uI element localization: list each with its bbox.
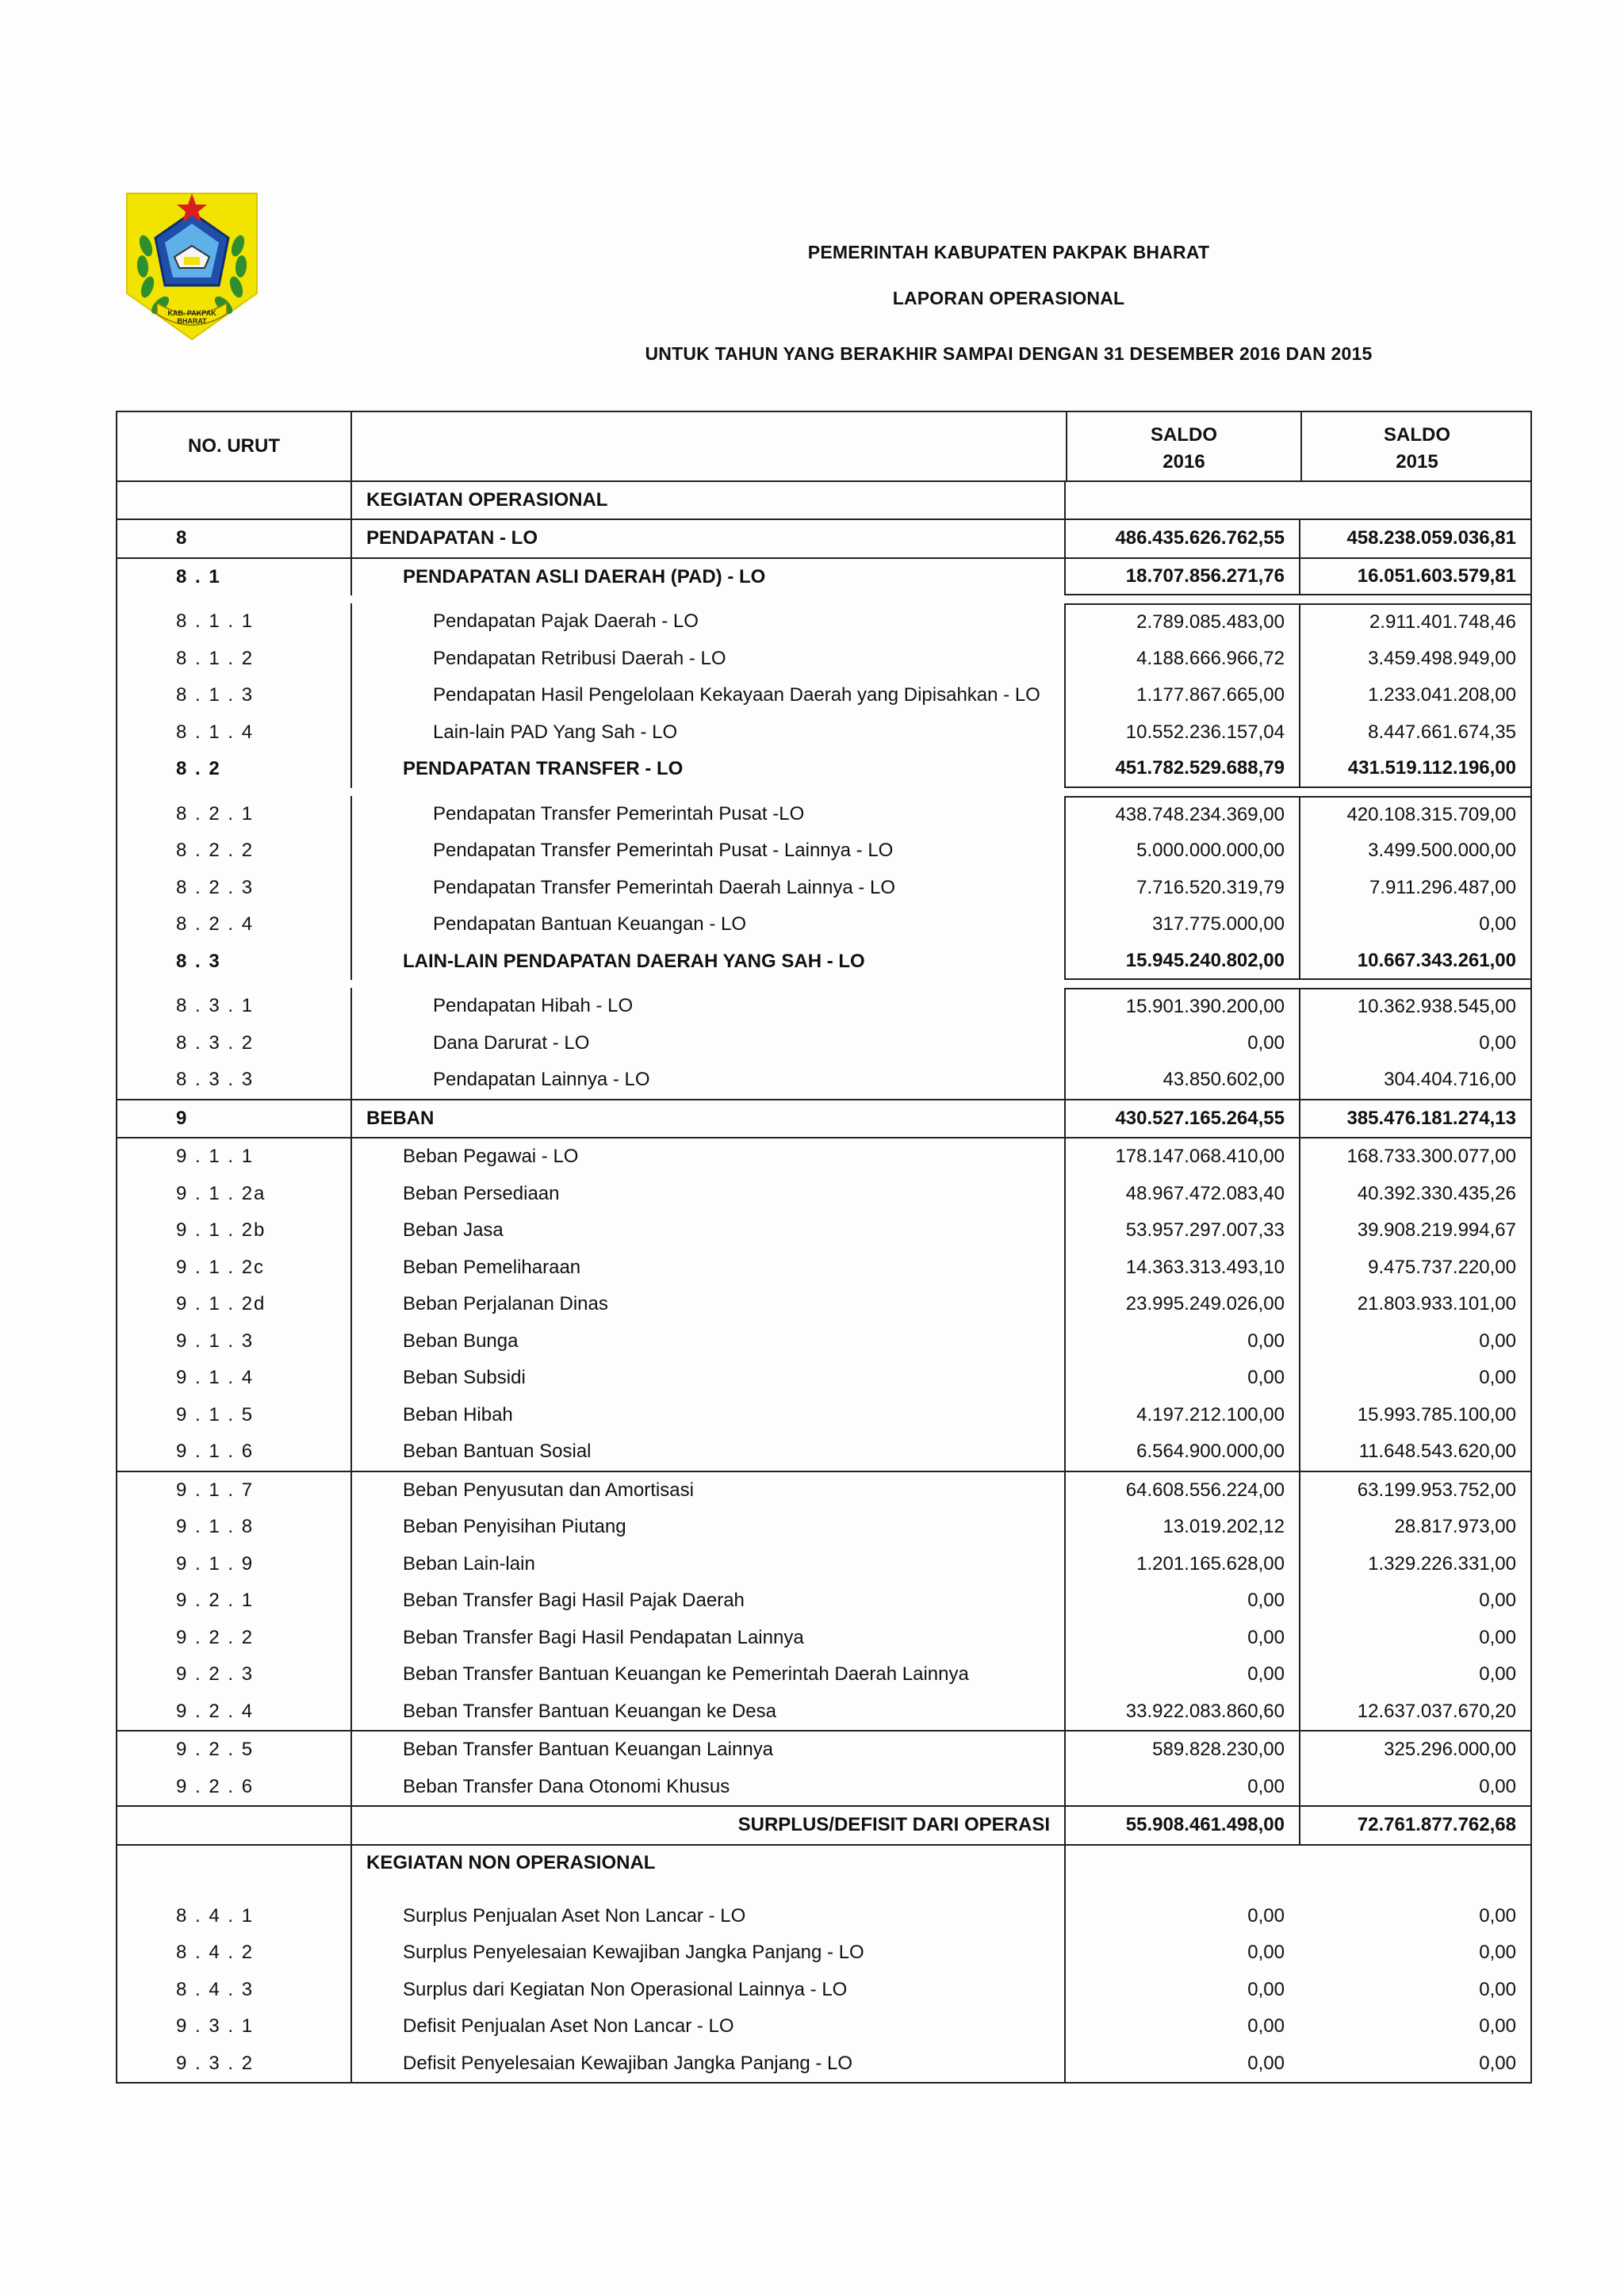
- row-label: BEBAN: [350, 1100, 1064, 1138]
- row-label: Beban Lain-lain: [350, 1546, 1064, 1583]
- table-row: [117, 1062, 1530, 1100]
- section-heading: KEGIATAN OPERASIONAL: [117, 482, 1530, 520]
- table-row: [117, 2045, 1530, 2083]
- row-value-2016: 0,00: [1064, 2045, 1299, 2083]
- row-number: 8 . 3 . 2: [176, 1031, 255, 1054]
- table-row: [117, 714, 1530, 752]
- row-value-2016: 0,00: [1064, 2008, 1299, 2045]
- row-number: 9 . 1 . 1: [176, 1146, 255, 1168]
- row-number: 8 . 4 . 3: [176, 1978, 255, 2000]
- row-value-2015: 458.238.059.036,81: [1299, 520, 1530, 557]
- row-number: 8 . 4 . 2: [176, 1942, 255, 1964]
- row-label: Beban Pemeliharaan: [350, 1249, 1064, 1287]
- row-number: 9: [176, 1107, 189, 1129]
- table-row: [117, 1433, 1530, 1472]
- table-row: [117, 520, 1530, 559]
- row-label: Lain-lain PAD Yang Sah - LO: [350, 714, 1064, 752]
- table-row: [117, 1323, 1530, 1360]
- row-value-2015: 9.475.737.220,00: [1299, 1249, 1530, 1287]
- row-number: 8 . 2 . 1: [176, 802, 255, 825]
- row-label: Pendapatan Hibah - LO: [350, 988, 1064, 1025]
- table-row: [117, 1693, 1530, 1732]
- row-value-2016: 4.188.666.966,72: [1064, 641, 1299, 678]
- row-label: Pendapatan Lainnya - LO: [350, 1062, 1064, 1099]
- table-row: [117, 943, 1530, 981]
- row-number: 9 . 2 . 6: [176, 1775, 255, 1797]
- row-label: Beban Transfer Bagi Hasil Pendapatan Lainnya: [350, 1620, 1064, 1657]
- row-label: LAIN-LAIN PENDAPATAN DAERAH YANG SAH - LO: [350, 943, 1064, 981]
- kabupaten-logo: [125, 190, 259, 341]
- row-value-2016: 317.775.000,00: [1064, 906, 1299, 943]
- row-value-2016: 0,00: [1064, 1656, 1299, 1693]
- row-number: 8 . 2: [176, 758, 221, 780]
- row-value-2015: 0,00: [1479, 1978, 1516, 2000]
- row-number: 8 . 3: [176, 950, 221, 972]
- table-row: [117, 603, 1530, 641]
- row-value-2015: 0,00: [1299, 1360, 1530, 1397]
- table-row: [117, 1249, 1530, 1287]
- row-number: 9 . 1 . 2a: [176, 1182, 266, 1204]
- row-label: Defisit Penyelesaian Kewajiban Jangka Panjang - LO: [350, 2045, 1064, 2083]
- row-value-2016: 430.527.165.264,55: [1064, 1100, 1299, 1138]
- table-row: [117, 1176, 1530, 1213]
- row-number: 9 . 1 . 8: [176, 1516, 255, 1538]
- surplus-label: SURPLUS/DEFISIT DARI OPERASI: [350, 1807, 1064, 1844]
- row-label: Surplus dari Kegiatan Non Operasional Lainnya - LO: [350, 1972, 1064, 2009]
- row-value-2015: 304.404.716,00: [1299, 1062, 1530, 1099]
- row-label: Beban Perjalanan Dinas: [350, 1286, 1064, 1323]
- row-label: Surplus Penyelesaian Kewajiban Jangka Panjang - LO: [350, 1934, 1064, 1972]
- row-label: Beban Bantuan Sosial: [350, 1433, 1064, 1471]
- row-label: Beban Subsidi: [350, 1360, 1064, 1397]
- surplus-row: [117, 1805, 1530, 1846]
- row-value-2015: 1.329.226.331,00: [1299, 1546, 1530, 1583]
- row-number: 9 . 1 . 2d: [176, 1293, 266, 1315]
- row-value-2016: 0,00: [1064, 1620, 1299, 1657]
- row-value-2016: 486.435.626.762,55: [1064, 520, 1299, 557]
- col-saldo-2016: SALDO 2016: [1066, 412, 1300, 480]
- row-label: Beban Transfer Bantuan Keuangan Lainnya: [350, 1732, 1064, 1769]
- row-label: Beban Transfer Dana Otonomi Khusus: [350, 1769, 1064, 1806]
- row-value-2015: 0,00: [1299, 1656, 1530, 1693]
- row-number: 8 . 1 . 4: [176, 721, 255, 743]
- row-label: Beban Penyisihan Piutang: [350, 1509, 1064, 1546]
- table-row: [117, 1025, 1530, 1062]
- row-value-2016: 0,00: [1064, 1769, 1299, 1806]
- row-label: Beban Persediaan: [350, 1176, 1064, 1213]
- row-label: Beban Hibah: [350, 1397, 1064, 1434]
- table-row: [117, 1934, 1530, 1972]
- row-number: 8 . 1 . 1: [176, 610, 255, 633]
- row-number: 9 . 2 . 2: [176, 1626, 255, 1648]
- row-value-2015: 431.519.112.196,00: [1299, 751, 1530, 788]
- table-header: [117, 412, 1530, 482]
- row-value-2015: 325.296.000,00: [1299, 1732, 1530, 1769]
- row-label: Pendapatan Transfer Pemerintah Pusat - Lainnya - LO: [350, 832, 1064, 870]
- table-row: [117, 1286, 1530, 1323]
- table-row: [117, 1732, 1530, 1769]
- row-number: 8 . 3 . 1: [176, 995, 255, 1017]
- row-number: 8 . 2 . 3: [176, 876, 255, 898]
- row-value-2015: 385.476.181.274,13: [1299, 1100, 1530, 1138]
- row-number: 8 . 1 . 2: [176, 647, 255, 669]
- row-value-2015: 3.459.498.949,00: [1299, 641, 1530, 678]
- government-title: PEMERINTAH KABUPATEN PAKPAK BHARAT: [807, 242, 1210, 262]
- row-label: PENDAPATAN TRANSFER - LO: [350, 751, 1064, 788]
- row-value-2016: 64.608.556.224,00: [1064, 1472, 1299, 1510]
- row-value-2016: 13.019.202,12: [1064, 1509, 1299, 1546]
- row-label: PENDAPATAN - LO: [350, 520, 1064, 557]
- row-value-2015: 10.362.938.545,00: [1299, 988, 1530, 1025]
- row-value-2015: 0,00: [1299, 1323, 1530, 1360]
- row-label: Defisit Penjualan Aset Non Lancar - LO: [350, 2008, 1064, 2045]
- row-value-2015: 0,00: [1299, 906, 1530, 943]
- row-label: Beban Jasa: [350, 1212, 1064, 1249]
- table-row: [117, 1472, 1530, 1510]
- row-label: Surplus Penjualan Aset Non Lancar - LO: [350, 1898, 1064, 1935]
- row-value-2016: 53.957.297.007,33: [1064, 1212, 1299, 1249]
- row-label: Beban Pegawai - LO: [350, 1138, 1064, 1176]
- row-number: 9 . 3 . 2: [176, 2052, 255, 2074]
- row-value-2015: 0,00: [1479, 1942, 1516, 1964]
- row-value-2015: 16.051.603.579,81: [1299, 559, 1530, 596]
- row-value-2015: 0,00: [1299, 1025, 1530, 1062]
- row-value-2015: 15.993.785.100,00: [1299, 1397, 1530, 1434]
- row-number: 9 . 1 . 6: [176, 1441, 255, 1463]
- row-label: PENDAPATAN ASLI DAERAH (PAD) - LO: [350, 559, 1064, 596]
- table-row: [117, 1972, 1530, 2009]
- row-value-2015: 1.233.041.208,00: [1299, 677, 1530, 714]
- row-value-2015: 0,00: [1479, 2052, 1516, 2074]
- row-value-2016: 1.201.165.628,00: [1064, 1546, 1299, 1583]
- row-value-2016: 7.716.520.319,79: [1064, 870, 1299, 907]
- table-row: [117, 1656, 1530, 1693]
- table-row: [117, 559, 1530, 596]
- row-number: 8: [176, 527, 189, 549]
- row-value-2016: 438.748.234.369,00: [1064, 796, 1299, 833]
- report-period: UNTUK TAHUN YANG BERAKHIR SAMPAI DENGAN 31 DESEMBER 2016 DAN 2015: [645, 343, 1373, 364]
- table-row: [117, 1582, 1530, 1620]
- row-value-2015: 40.392.330.435,26: [1299, 1176, 1530, 1213]
- row-number: 9 . 1 . 3: [176, 1330, 255, 1352]
- row-value-2016: 15.945.240.802,00: [1064, 943, 1299, 981]
- row-number: 9 . 2 . 3: [176, 1663, 255, 1686]
- row-value-2016: 14.363.313.493,10: [1064, 1249, 1299, 1287]
- table-row: [117, 1769, 1530, 1806]
- table-row: [117, 641, 1530, 678]
- row-value-2015: 10.667.343.261,00: [1299, 943, 1530, 981]
- row-label: Pendapatan Retribusi Daerah - LO: [350, 641, 1064, 678]
- row-number: 9 . 1 . 2c: [176, 1256, 266, 1278]
- table-row: [117, 1509, 1530, 1546]
- row-number: 9 . 1 . 7: [176, 1479, 255, 1501]
- row-label: Beban Bunga: [350, 1323, 1064, 1360]
- row-label: Pendapatan Pajak Daerah - LO: [350, 603, 1064, 641]
- table-row: [117, 751, 1530, 788]
- row-label: Beban Transfer Bantuan Keuangan ke Desa: [350, 1693, 1064, 1731]
- table-row: [117, 988, 1530, 1025]
- row-value-2016: 10.552.236.157,04: [1064, 714, 1299, 752]
- row-value-2016: 15.901.390.200,00: [1064, 988, 1299, 1025]
- row-number: 8 . 2 . 4: [176, 913, 255, 936]
- row-value-2015: 28.817.973,00: [1299, 1509, 1530, 1546]
- row-number: 8 . 3 . 3: [176, 1069, 255, 1091]
- row-number: 8 . 4 . 1: [176, 1904, 255, 1927]
- row-value-2016: 18.707.856.271,76: [1064, 559, 1299, 596]
- row-value-2015: 2.911.401.748,46: [1299, 603, 1530, 641]
- table-row: [117, 1397, 1530, 1434]
- row-value-2016: 48.967.472.083,40: [1064, 1176, 1299, 1213]
- row-label: Pendapatan Transfer Pemerintah Daerah Lainnya - LO: [350, 870, 1064, 907]
- row-value-2016: 0,00: [1064, 1582, 1299, 1620]
- row-number: 8 . 2 . 2: [176, 840, 255, 862]
- row-value-2015: 11.648.543.620,00: [1299, 1433, 1530, 1471]
- row-value-2015: 12.637.037.670,20: [1299, 1693, 1530, 1731]
- row-value-2015: 7.911.296.487,00: [1299, 870, 1530, 907]
- row-value-2016: 451.782.529.688,79: [1064, 751, 1299, 788]
- table-row: [117, 1212, 1530, 1249]
- table-row: [117, 2008, 1530, 2045]
- row-value-2015: 0,00: [1479, 1904, 1516, 1927]
- row-number: 9 . 1 . 5: [176, 1403, 255, 1425]
- row-label: Beban Penyusutan dan Amortisasi: [350, 1472, 1064, 1510]
- row-value-2016: 2.789.085.483,00: [1064, 603, 1299, 641]
- row-value-2016: 589.828.230,00: [1064, 1732, 1299, 1769]
- row-value-2016: 33.922.083.860,60: [1064, 1693, 1299, 1731]
- row-value-2015: 0,00: [1299, 1620, 1530, 1657]
- row-label: Pendapatan Transfer Pemerintah Pusat -LO: [350, 796, 1064, 833]
- row-value-2016: 178.147.068.410,00: [1064, 1138, 1299, 1176]
- table-row: [117, 796, 1530, 833]
- row-value-2016: 4.197.212.100,00: [1064, 1397, 1299, 1434]
- row-value-2015: 420.108.315.709,00: [1299, 796, 1530, 833]
- report-title: LAPORAN OPERASIONAL: [892, 288, 1125, 308]
- row-label: Pendapatan Bantuan Keuangan - LO: [350, 906, 1064, 943]
- row-value-2016: 0,00: [1064, 1972, 1299, 2009]
- row-number: 9 . 2 . 5: [176, 1739, 255, 1761]
- row-value-2016: 43.850.602,00: [1064, 1062, 1299, 1099]
- surplus-2016: 55.908.461.498,00: [1064, 1807, 1299, 1844]
- row-number: 9 . 1 . 4: [176, 1367, 255, 1389]
- row-value-2016: 0,00: [1064, 1360, 1299, 1397]
- row-label: Dana Darurat - LO: [350, 1025, 1064, 1062]
- row-number: 9 . 3 . 1: [176, 2015, 255, 2038]
- row-value-2016: 0,00: [1064, 1025, 1299, 1062]
- row-value-2016: 0,00: [1064, 1898, 1299, 1935]
- col-no-urut: NO. URUT: [188, 435, 280, 457]
- table-row: [117, 1360, 1530, 1397]
- col-saldo-2015: SALDO 2015: [1300, 412, 1532, 480]
- row-value-2016: 6.564.900.000,00: [1064, 1433, 1299, 1471]
- row-value-2015: 21.803.933.101,00: [1299, 1286, 1530, 1323]
- row-value-2015: 3.499.500.000,00: [1299, 832, 1530, 870]
- row-label: Beban Transfer Bantuan Keuangan ke Pemerintah Daerah Lainnya: [350, 1656, 1064, 1693]
- row-value-2016: 23.995.249.026,00: [1064, 1286, 1299, 1323]
- table-row: [117, 906, 1530, 943]
- row-number: 8 . 1 . 3: [176, 684, 255, 706]
- section-heading-non-operasional: KEGIATAN NON OPERASIONAL: [117, 1846, 1530, 1898]
- row-value-2015: 168.733.300.077,00: [1299, 1138, 1530, 1176]
- row-value-2015: 63.199.953.752,00: [1299, 1472, 1530, 1510]
- row-value-2016: 1.177.867.665,00: [1064, 677, 1299, 714]
- row-value-2015: 0,00: [1479, 2015, 1516, 2038]
- table-row: [117, 1620, 1530, 1657]
- row-value-2015: 0,00: [1299, 1769, 1530, 1806]
- table-row: [117, 1100, 1530, 1139]
- row-value-2016: 0,00: [1064, 1934, 1299, 1972]
- row-number: 9 . 2 . 1: [176, 1590, 255, 1612]
- row-value-2016: 5.000.000.000,00: [1064, 832, 1299, 870]
- col-description: [350, 412, 1066, 480]
- row-value-2015: 39.908.219.994,67: [1299, 1212, 1530, 1249]
- table-row: [117, 832, 1530, 870]
- row-value-2016: 0,00: [1064, 1323, 1299, 1360]
- table-row: [117, 870, 1530, 907]
- surplus-2015: 72.761.877.762,68: [1299, 1807, 1530, 1844]
- report-table: [116, 411, 1532, 2084]
- row-number: 9 . 2 . 4: [176, 1700, 255, 1722]
- table-row: [117, 1138, 1530, 1176]
- row-value-2015: 0,00: [1299, 1582, 1530, 1620]
- table-row: [117, 1546, 1530, 1583]
- row-number: 9 . 1 . 2b: [176, 1219, 266, 1242]
- row-label: Pendapatan Hasil Pengelolaan Kekayaan Daerah yang Dipisahkan - LO: [350, 677, 1064, 714]
- row-value-2015: 8.447.661.674,35: [1299, 714, 1530, 752]
- row-number: 8 . 1: [176, 565, 221, 587]
- row-number: 9 . 1 . 9: [176, 1552, 255, 1575]
- table-row: [117, 1898, 1530, 1935]
- row-label: Beban Transfer Bagi Hasil Pajak Daerah: [350, 1582, 1064, 1620]
- logo-text: KAB. PAKPAK BHARAT: [167, 309, 216, 325]
- table-row: [117, 677, 1530, 714]
